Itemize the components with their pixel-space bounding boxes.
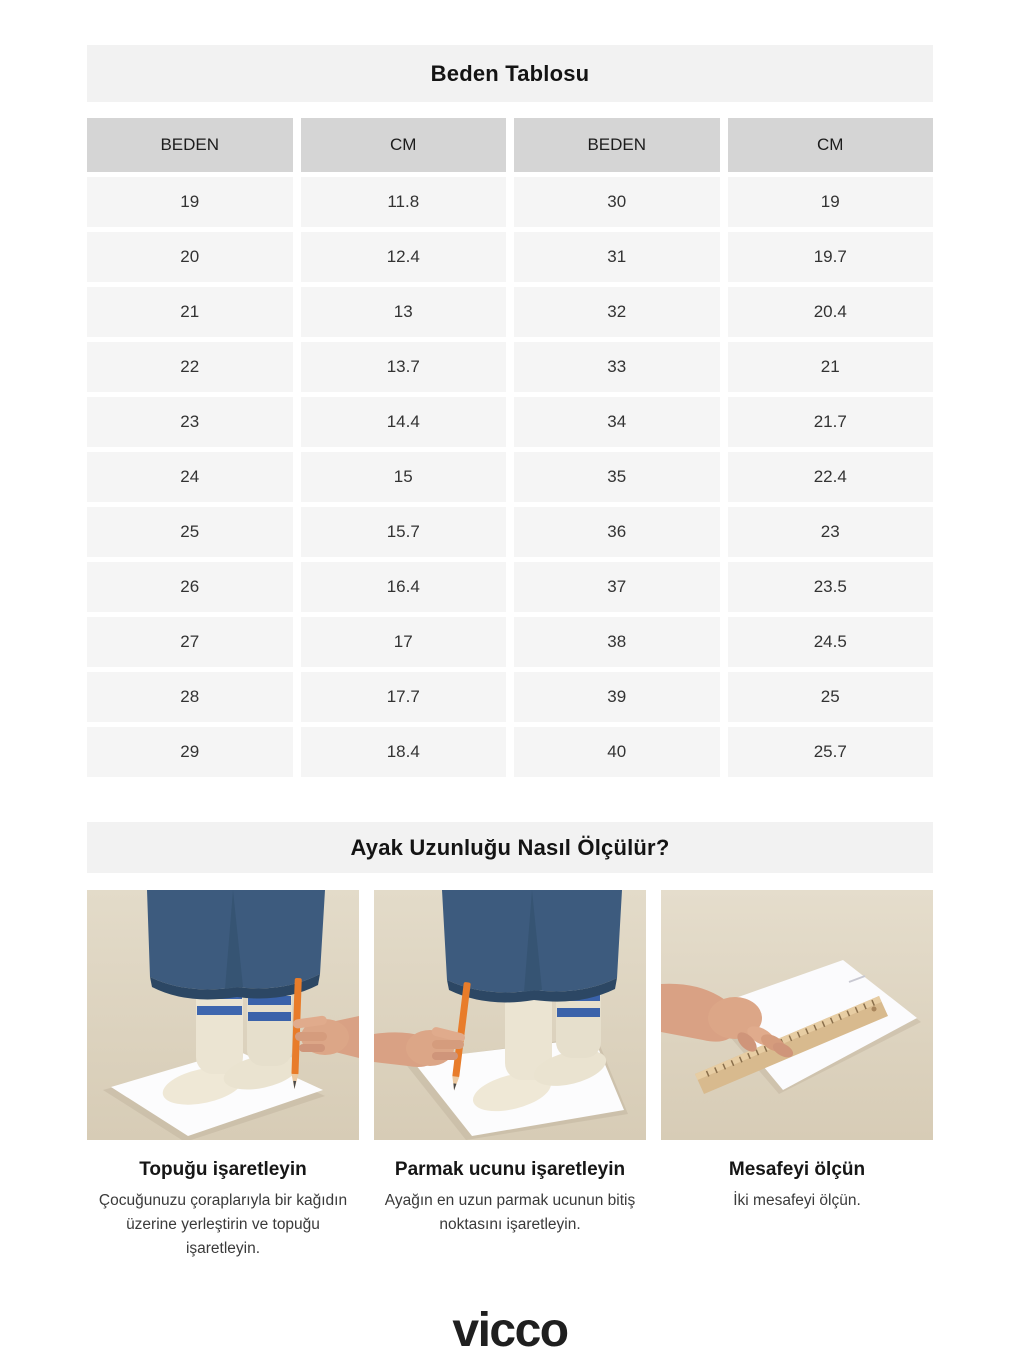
table-cell: 37 [514,562,720,612]
table-cell: 33 [514,342,720,392]
table-cell: 21 [728,342,934,392]
table-cell: 31 [514,232,720,282]
table-cell: 16.4 [301,562,507,612]
table-cell: 30 [514,177,720,227]
table-cell: 32 [514,287,720,337]
table-cell: 24.5 [728,617,934,667]
table-cell: 12.4 [301,232,507,282]
vicco-logo: vicco [452,1304,568,1357]
howto-header [87,822,933,873]
table-cell: 21 [87,287,293,337]
table-cell: 27 [87,617,293,667]
caption-title: Topuğu işaretleyin [139,1159,307,1180]
table-cell: 29 [87,727,293,777]
table-cell: 17 [301,617,507,667]
table-cell: 21.7 [728,397,934,447]
caption-mark-toe [374,1140,646,1261]
column-header-beden-left: BEDEN [87,118,293,172]
table-cell: 25 [728,672,934,722]
table-cell: 11.8 [301,177,507,227]
photo-mark-toe [374,890,646,1140]
table-cell: 36 [514,507,720,557]
caption-title: Parmak ucunu işaretleyin [394,1159,626,1180]
size-chart-title: Beden Tablosu [430,60,590,86]
table-cell: 25.7 [728,727,934,777]
table-cell: 40 [514,727,720,777]
table-cell: 23 [87,397,293,447]
measure-distance-illustration [661,890,933,1140]
caption-text: Çocuğunuzu çoraplarıyla bir kağıdın üzerine yerleştirin ve topuğu işaretleyin. [98,1192,348,1257]
table-cell: 19 [728,177,934,227]
table-cell: 13.7 [301,342,507,392]
size-table [87,118,933,777]
table-cell: 35 [514,452,720,502]
table-cell: 14.4 [301,397,507,447]
table-cell: 17.7 [301,672,507,722]
caption-measure-distance [661,1140,933,1261]
table-cell: 38 [514,617,720,667]
table-cell: 22.4 [728,452,934,502]
table-cell: 39 [514,672,720,722]
table-cell: 19.7 [728,232,934,282]
caption-title: Mesafeyi ölçün [728,1159,866,1180]
photo-measure-distance [661,890,933,1140]
photo-mark-heel [87,890,359,1140]
table-cell: 28 [87,672,293,722]
howto-title: Ayak Uzunluğu Nasıl Ölçülür? [350,834,670,860]
caption-text: İki mesafeyi ölçün. [733,1192,861,1209]
howto-captions [87,1140,933,1261]
table-cell: 13 [301,287,507,337]
table-cell: 20 [87,232,293,282]
howto-photos [87,890,933,1140]
table-cell: 18.4 [301,727,507,777]
table-cell: 22 [87,342,293,392]
column-header-cm-left: CM [301,118,507,172]
column-header-beden-right: BEDEN [514,118,720,172]
table-cell: 26 [87,562,293,612]
size-chart-header [87,45,933,102]
table-cell: 23.5 [728,562,934,612]
mark-heel-illustration [87,890,359,1140]
table-cell: 15 [301,452,507,502]
caption-mark-heel [87,1140,359,1261]
table-cell: 20.4 [728,287,934,337]
table-cell: 23 [728,507,934,557]
table-cell: 25 [87,507,293,557]
table-cell: 15.7 [301,507,507,557]
mark-toe-illustration [374,890,646,1140]
table-cell: 34 [514,397,720,447]
table-cell: 24 [87,452,293,502]
column-header-cm-right: CM [728,118,934,172]
table-cell: 19 [87,177,293,227]
caption-text: Ayağın en uzun parmak ucunun bitiş noktasını işaretleyin. [384,1192,636,1233]
